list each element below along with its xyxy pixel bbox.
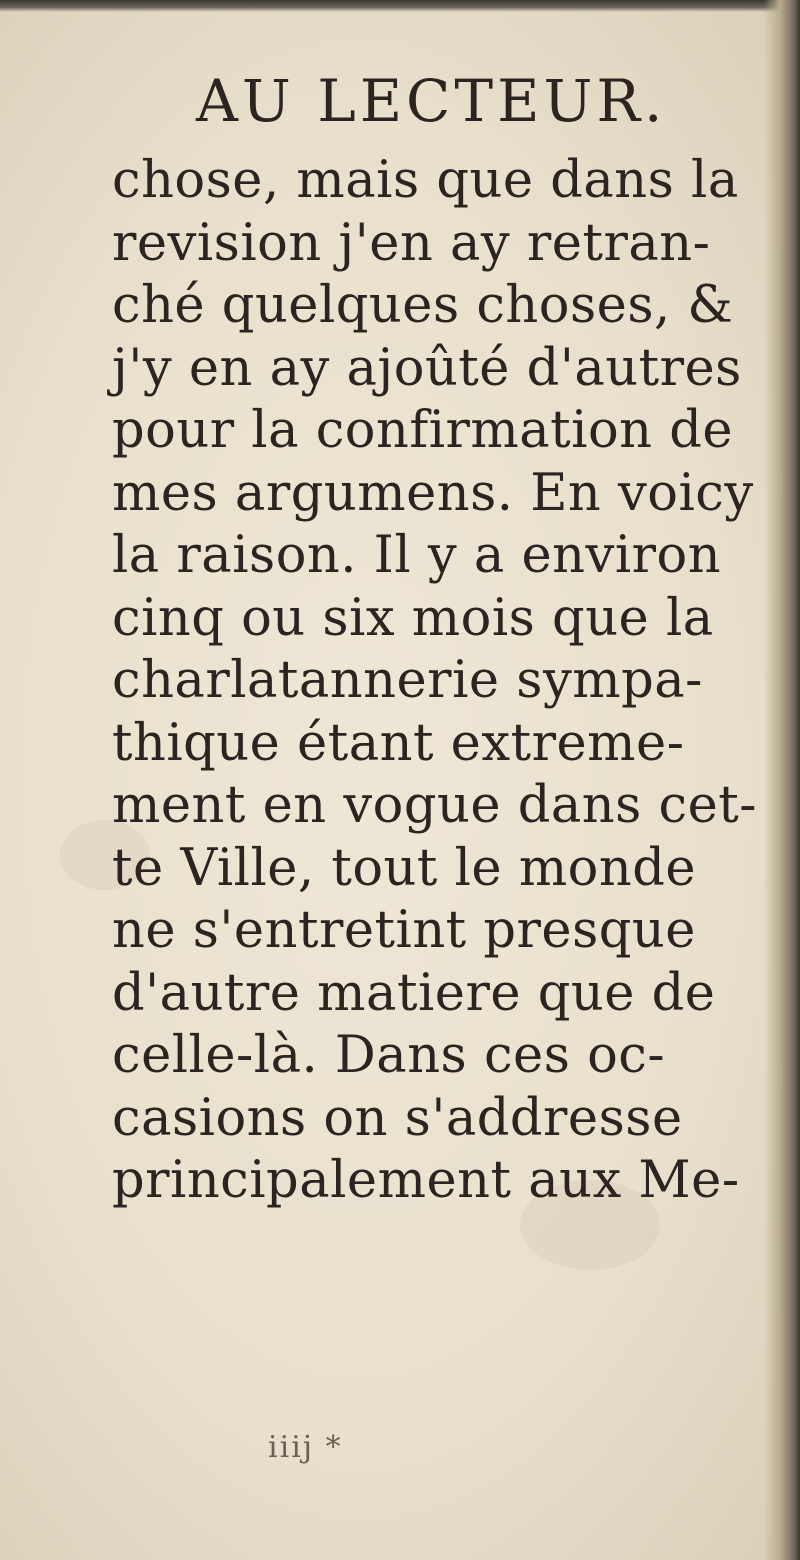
text-line: ché quelques choses, & <box>112 276 734 335</box>
text-line: principalement aux Me- <box>112 1151 740 1210</box>
text-line: celle-là. Dans ces oc- <box>112 1026 666 1085</box>
text-line: la raison. Il y a environ <box>112 526 722 585</box>
signature-mark: iiij * <box>268 1430 343 1465</box>
text-line: cinq ou six mois que la <box>112 588 714 648</box>
text-line: j'y en ay ajoûté d'autres <box>112 338 742 398</box>
text-line: d'autre matiere que de <box>112 963 716 1023</box>
text-line: ment en vogue dans cet- <box>112 776 757 835</box>
text-line: casions on s'addresse <box>112 1088 683 1148</box>
body-text <box>112 150 772 1213</box>
text-line: pour la confirmation de <box>112 401 734 460</box>
text-line: te Ville, tout le monde <box>112 838 697 898</box>
text-line: ne s'entretint presque <box>112 901 696 960</box>
text-line: chose, mais que dans la <box>112 151 739 210</box>
text-line: thique étant extreme- <box>112 713 685 773</box>
text-line: revision j'en ay retran- <box>112 213 711 273</box>
running-header: AU LECTEUR. <box>196 67 667 135</box>
page-top-edge <box>0 0 800 12</box>
text-line: mes argumens. En voicy <box>112 463 754 523</box>
text-line: charlatannerie sympa- <box>112 651 703 710</box>
